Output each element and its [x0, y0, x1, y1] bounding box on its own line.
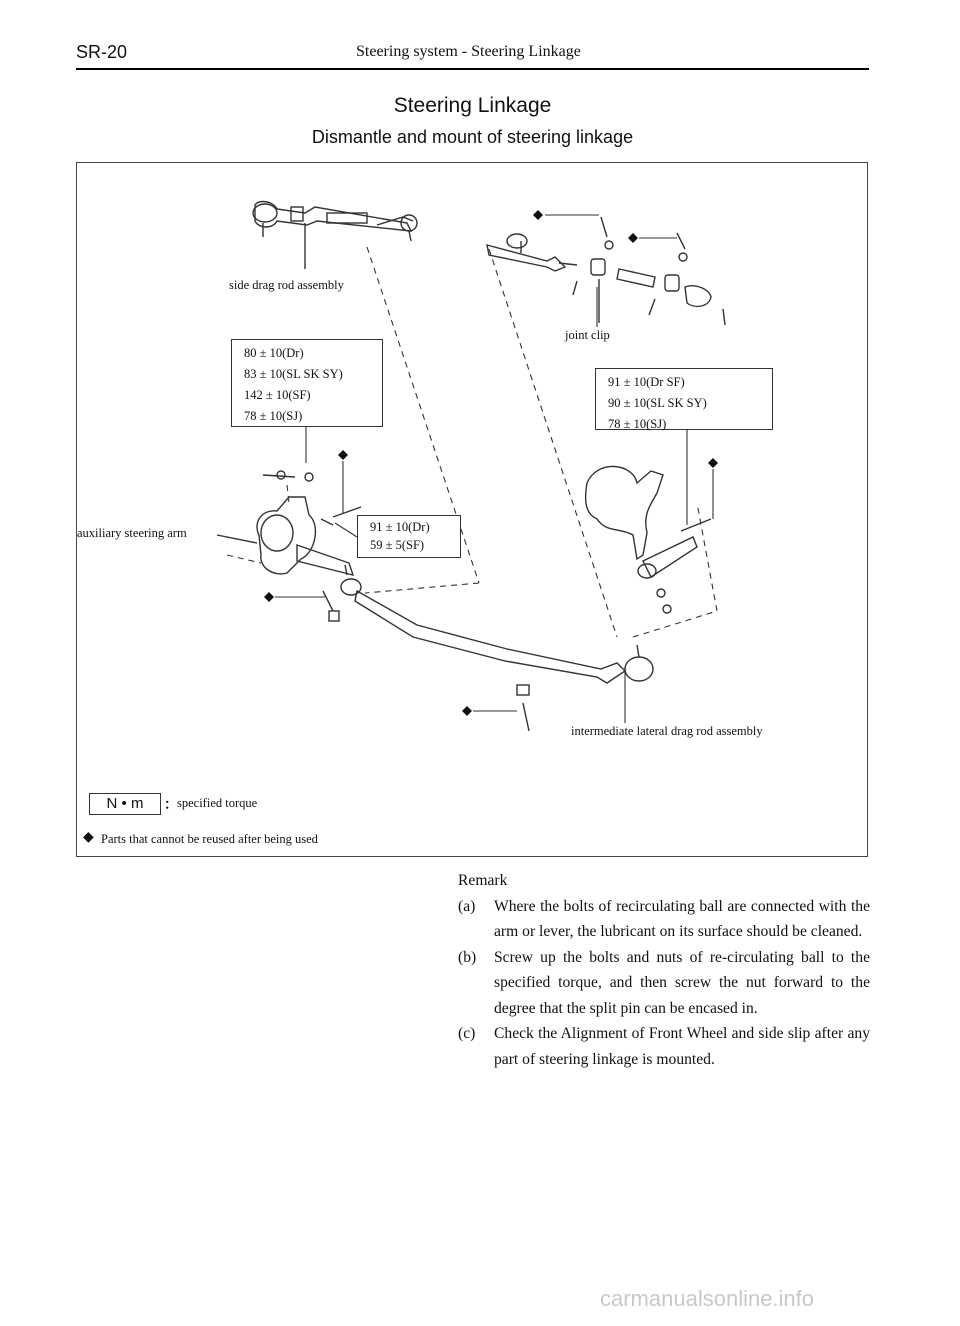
- torque-value: 91 ± 10(Dr SF): [608, 375, 685, 389]
- remark-text: Screw up the bolts and nuts of re-circulating ball to the specified torque, and then screw the nut forward to the degree that the split pin can be encased in.: [494, 948, 870, 1017]
- remark-item: [458, 945, 870, 1022]
- intermediate-rod-part: [323, 565, 653, 731]
- torque-value: 78 ± 10(SJ): [608, 417, 667, 431]
- linkage-drawing: [77, 163, 869, 858]
- page-subtitle: Dismantle and mount of steering linkage: [311, 127, 634, 147]
- legend-nonreusable-text: Parts that cannot be reused after being used: [101, 832, 318, 846]
- steering-linkage-diagram: [76, 162, 868, 857]
- remark-text: Check the Alignment of Front Wheel and side slip after any part of steering linkage is mounted.: [494, 1025, 870, 1068]
- remark-heading: Remark: [458, 872, 508, 889]
- side-drag-rod-part: [253, 202, 417, 269]
- label-side-drag-rod: side drag rod assembly: [229, 278, 344, 292]
- remark-marker: (b): [458, 948, 477, 966]
- torque-value: 83 ± 10(SL SK SY): [244, 367, 343, 381]
- page-title: Steering Linkage: [393, 94, 552, 117]
- torque-box-right: [595, 368, 773, 430]
- label-auxiliary-arm: auxiliary steering arm: [77, 526, 187, 540]
- remark-marker: (a): [458, 897, 476, 915]
- remark-marker: (c): [458, 1025, 476, 1042]
- pitman-arm-part: [586, 466, 711, 613]
- label-joint-clip: joint clip: [565, 328, 610, 342]
- watermark: carmanualsonline.info: [600, 1286, 815, 1311]
- legend-torque-text: specified torque: [177, 796, 258, 810]
- remark-text: Where the bolts of recirculating ball are connected with the arm or lever, the lubricant on its surface should be cleaned.: [494, 897, 870, 940]
- torque-value: 142 ± 10(SF): [244, 388, 311, 402]
- torque-value: 59 ± 5(SF): [370, 538, 425, 552]
- remark-item: [458, 894, 870, 945]
- header-rule: [76, 68, 869, 70]
- torque-unit-box: N • m: [89, 793, 161, 815]
- legend-colon: ：: [164, 798, 178, 813]
- diamond-icon: ◆: [83, 830, 94, 845]
- torque-value: 90 ± 10(SL SK SY): [608, 396, 707, 410]
- auxiliary-arm-part: [217, 471, 361, 575]
- label-intermediate-rod: intermediate lateral drag rod assembly: [571, 724, 763, 738]
- torque-box-middle: [357, 515, 461, 558]
- right-tie-rod-parts: [487, 217, 725, 325]
- remark-section: [458, 868, 870, 1072]
- torque-value: 80 ± 10(Dr): [244, 346, 304, 360]
- torque-box-left: [231, 339, 383, 427]
- remark-item: [458, 1021, 870, 1072]
- torque-value: 78 ± 10(SJ): [244, 409, 303, 423]
- running-title: Steering system - Steering Linkage: [356, 43, 581, 60]
- torque-value: 91 ± 10(Dr): [370, 520, 430, 534]
- page-code: SR-20: [76, 42, 128, 62]
